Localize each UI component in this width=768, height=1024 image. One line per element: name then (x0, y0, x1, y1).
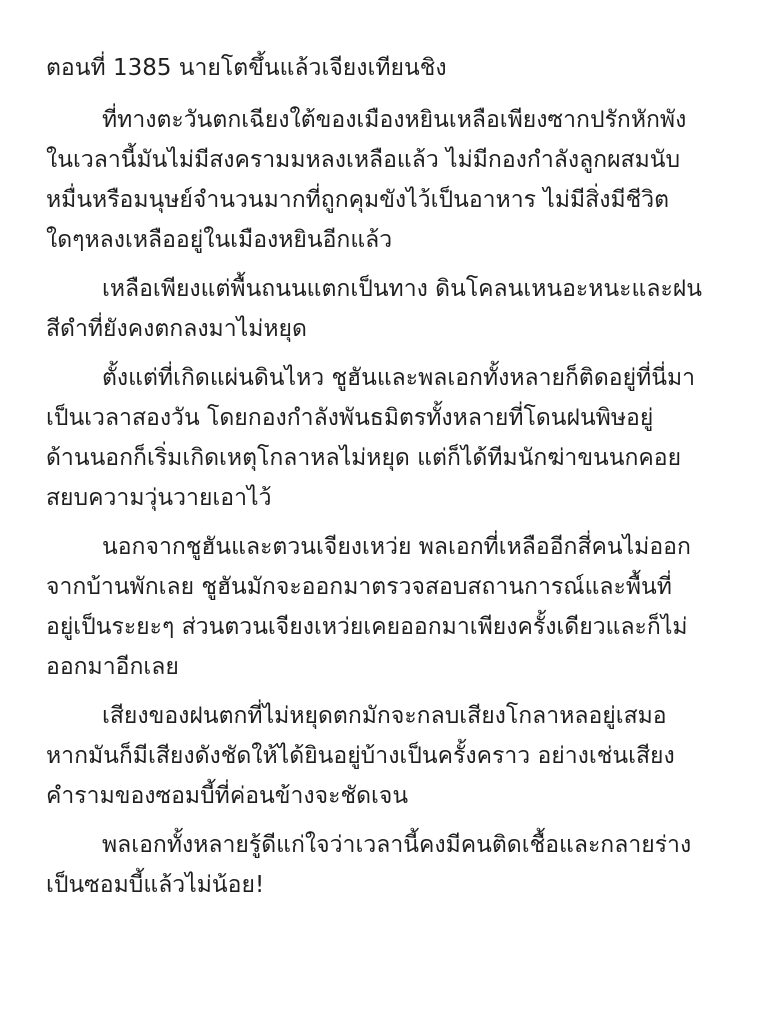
paragraph-line: สีดำที่ยังคงตกลงมาไม่หยุด (46, 316, 307, 342)
paragraph-line: สยบความวุ่นวายเอาไว้ (46, 485, 272, 511)
paragraph-line: ออกมาอีกเลย (46, 654, 179, 680)
paragraph-line: นอกจากชูฮันและตวนเจียงเหว่ย พลเอกที่เหลืออีกสี่คนไม่ออก (102, 534, 691, 560)
paragraph (46, 269, 726, 349)
paragraph-line: ที่ทางตะวันตกเฉียงใต้ของเมืองหยินเหลือเพียงซากปรักหักพัง (102, 107, 687, 133)
paragraph-line: หากมันก็มีเสียงดังชัดให้ได้ยินอยู่บ้างเป็นครั้งคราว อย่างเช่นเสียง (46, 743, 675, 769)
paragraph (46, 696, 726, 816)
paragraph-line: เป็นเวลาสองวัน โดยกองกำลังพันธมิตรทั้งหลายที่โดนฝนพิษอยู่ (46, 405, 654, 431)
paragraph-line: จากบ้านพักเลย ชูฮันมักจะออกมาตรวจสอบสถานการณ์และพื้นที่ (46, 574, 672, 600)
reader-page (46, 48, 726, 914)
paragraph-line: ด้านนอกก็เริ่มเกิดเหตุโกลาหลไม่หยุด แต่ก็ได้ทีมนักฆ่าขนนกคอย (46, 445, 682, 471)
paragraph-line: พลเอกทั้งหลายรู้ดีแก่ใจว่าเวลานี้คงมีคนติดเชื้อและกลายร่าง (102, 832, 692, 858)
paragraph-line: ตั้งแต่ที่เกิดแผ่นดินไหว ชูฮันและพลเอกทั้งหลายก็ติดอยู่ที่นี่มา (102, 365, 696, 391)
paragraph-line: ในเวลานี้มันไม่มีสงครามมหลงเหลือแล้ว ไม่มีกองกำลังลูกผสมนับ (46, 147, 681, 173)
paragraph-line: อยู่เป็นระยะๆ ส่วนตวนเจียงเหว่ยเคยออกมาเพียงครั้งเดียวและก็ไม่ (46, 614, 688, 640)
paragraph (46, 358, 726, 518)
paragraph-line: คำรามของซอมบี้ที่ค่อนข้างจะชัดเจน (46, 783, 409, 809)
chapter-title: ตอนที่ 1385 นายโตขึ้นแล้วเจียงเทียนชิง (46, 55, 447, 81)
paragraph-line: เสียงของฝนตกที่ไม่หยุดตกมักจะกลบเสียงโกลาหลอยู่เสมอ (102, 703, 667, 729)
paragraph-line: เหลือเพียงแต่พื้นถนนแตกเป็นทาง ดินโคลนเหนอะหนะและฝน (102, 276, 702, 302)
paragraph-line: เป็นซอมบี้แล้วไม่น้อย! (46, 872, 265, 898)
paragraph (46, 527, 726, 687)
paragraph-line: หมื่นหรือมนุษย์จำนวนมากที่ถูกคุมขังไว้เป็นอาหาร ไม่มีสิ่งมีชีวิต (46, 187, 670, 213)
paragraph-line: ใดๆหลงเหลืออยู่ในเมืองหยินอีกแล้ว (46, 227, 393, 253)
paragraph (46, 100, 726, 260)
paragraph (46, 825, 726, 905)
